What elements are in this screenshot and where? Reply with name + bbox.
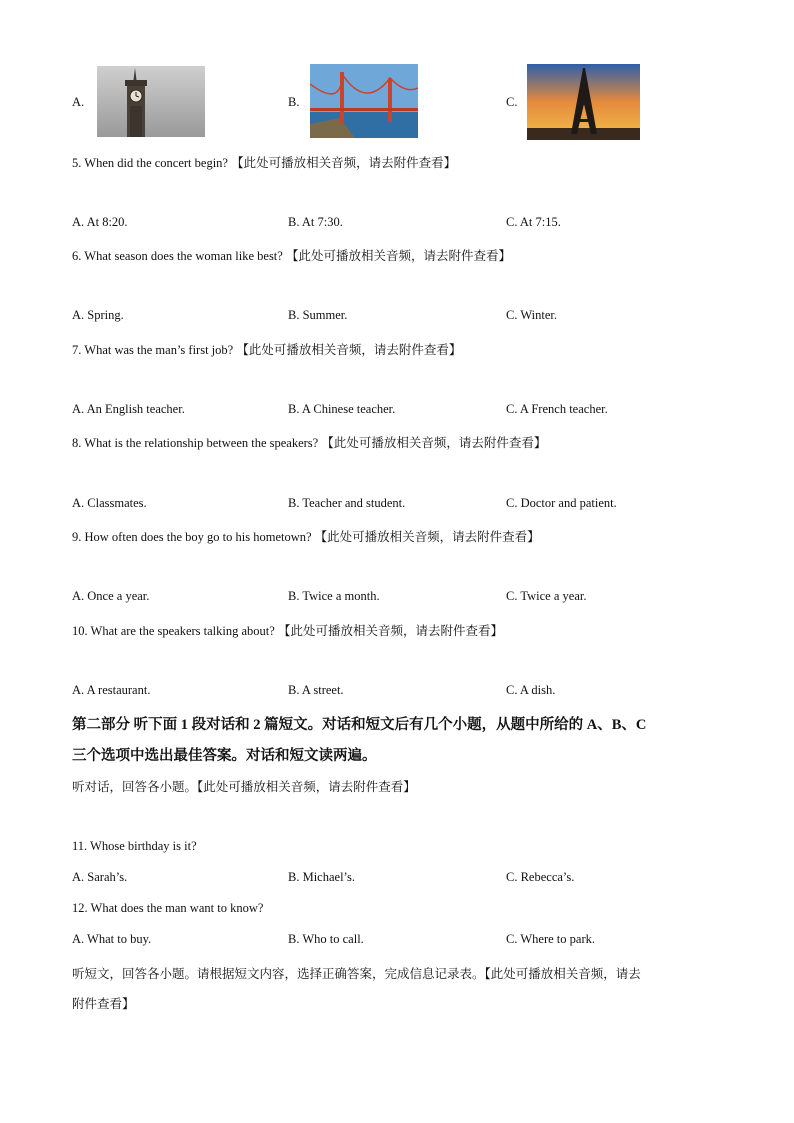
q6-option-b: B. Summer.	[288, 308, 348, 322]
question-12-stem: 12. What does the man want to know?	[72, 901, 264, 915]
question-6-stem: 6. What season does the woman like best? 【此处可播放相关音频，请去附件查看】	[72, 249, 511, 263]
q11-option-a: A. Sarah’s.	[72, 870, 128, 884]
part2-heading-line2: 三个选项中选出最佳答案。对话和短文读两遍。	[72, 748, 377, 764]
big-ben-photo	[97, 66, 205, 137]
part2-heading-line1: 第二部分 听下面 1 段对话和 2 篇短文。对话和短文后有几个小题，从题中所给的 A、B、C	[72, 717, 647, 733]
q5-option-b: B. At 7:30.	[288, 215, 343, 229]
q7-option-b: B. A Chinese teacher.	[288, 402, 396, 416]
question-11-stem: 11. Whose birthday is it?	[72, 839, 197, 853]
question-9-stem: 9. How often does the boy go to his hometown? 【此处可播放相关音频，请去附件查看】	[72, 530, 540, 544]
question-8-stem: 8. What is the relationship between the speakers? 【此处可播放相关音频，请去附件查看】	[72, 436, 547, 450]
q9-option-c: C. Twice a year.	[506, 589, 587, 603]
passage-intro-line2: 附件查看】	[72, 996, 135, 1011]
q7-option-c: C. A French teacher.	[506, 402, 608, 416]
q11-option-c: C. Rebecca’s.	[506, 870, 575, 884]
q8-option-c: C. Doctor and patient.	[506, 496, 617, 510]
question-5-stem: 5. When did the concert begin? 【此处可播放相关音频，请去附件查看】	[72, 156, 457, 170]
q9-option-b: B. Twice a month.	[288, 589, 380, 603]
q7-option-a: A. An English teacher.	[72, 402, 185, 416]
q10-option-c: C. A dish.	[506, 683, 556, 697]
q12-option-c: C. Where to park.	[506, 932, 595, 946]
q8-option-b: B. Teacher and student.	[288, 496, 406, 510]
q11-option-b: B. Michael’s.	[288, 870, 356, 884]
q6-option-c: C. Winter.	[506, 308, 558, 322]
q8-option-a: A. Classmates.	[72, 496, 147, 510]
q6-option-a: A. Spring.	[72, 308, 124, 322]
question-7-stem: 7. What was the man’s first job? 【此处可播放相关音频，请去附件查看】	[72, 343, 462, 357]
option-label-b: B.	[288, 95, 300, 109]
option-label-a: A.	[72, 95, 85, 109]
q10-option-a: A. A restaurant.	[72, 683, 151, 697]
passage-intro-line1: 听短文，回答各小题。请根据短文内容，选择正确答案，完成信息记录表。【此处可播放相关音频，请去	[72, 966, 641, 981]
q9-option-a: A. Once a year.	[72, 589, 150, 603]
dialogue-intro: 听对话，回答各小题。【此处可播放相关音频，请去附件查看】	[72, 779, 416, 794]
question-10-stem: 10. What are the speakers talking about? 【此处可播放相关音频，请去附件查看】	[72, 624, 503, 638]
golden-gate-bridge-photo	[310, 64, 418, 138]
q5-option-c: C. At 7:15.	[506, 215, 561, 229]
q10-option-b: B. A street.	[288, 683, 344, 697]
q12-option-b: B. Who to call.	[288, 932, 364, 946]
option-label-c: C.	[506, 95, 518, 109]
q12-option-a: A. What to buy.	[72, 932, 152, 946]
eiffel-tower-photo	[527, 64, 640, 140]
q5-option-a: A. At 8:20.	[72, 215, 128, 229]
